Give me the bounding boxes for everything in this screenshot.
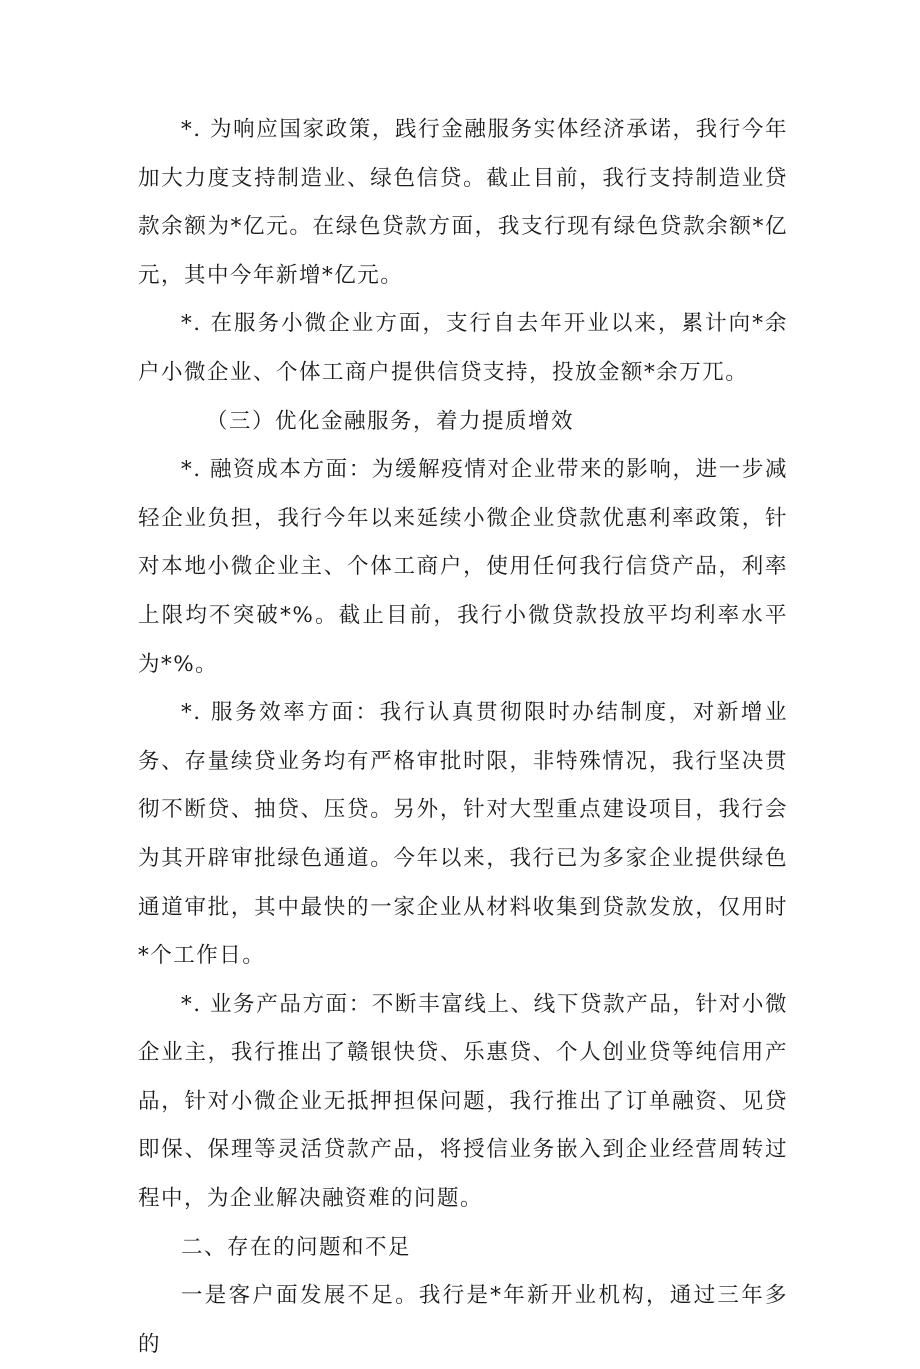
paragraph-business-products: *. 业务产品方面：不断丰富线上、线下贷款产品，针对小微企业主，我行推出了赣银快贷、乐惠贷、个人创业贷等纯信用产品，针对小微企业无抵押担保问题，我行推出了订单融资、见贷即保、保理等灵活贷款产品，将授信业务嵌入到企业经营周转过程中，为企业解决融资难的问题。	[138, 991, 788, 1212]
paragraph-manufacturing-green-credit: *. 为响应国家政策，践行金融服务实体经济承诺，我行今年加大力度支持制造业、绿色信贷。截止目前，我行支持制造业贷款余额为*亿元。在绿色贷款方面，我支行现有绿色贷款余额*亿元，其中今年新增*亿元。	[138, 117, 788, 288]
paragraph-customer-development: 一是客户面发展不足。我行是*年新开业机构，通过三年多的	[138, 1283, 788, 1357]
section-heading-optimize-services: （三）优化金融服务，着力提质增效	[206, 408, 575, 434]
section-heading-problems: 二、存在的问题和不足	[181, 1234, 412, 1260]
paragraph-financing-cost: *. 融资成本方面：为缓解疫情对企业带来的影响，进一步减轻企业负担，我行今年以来延续小微企业贷款优惠利率政策，针对本地小微企业主、个体工商户，使用任何我行信贷产品，利率上限均不突破*%。截止目前，我行小微贷款投放平均利率水平为*%。	[138, 457, 788, 677]
paragraph-service-efficiency: *. 服务效率方面：我行认真贯彻限时办结制度，对新增业务、存量续贷业务均有严格审批时限，非特殊情况，我行坚决贯彻不断贷、抽贷、压贷。另外，针对大型重点建设项目，我行会为其开辟审批绿色通道。今年以来，我行已为多家企业提供绿色通道审批，其中最快的一家企业从材料收集到贷款发放，仅用时*个工作日。	[138, 700, 788, 969]
paragraph-small-micro-enterprises: *. 在服务小微企业方面，支行自去年开业以来，累计向*余户小微企业、个体工商户提供信贷支持，投放金额*余万兀。	[138, 311, 788, 385]
document-body	[138, 106, 788, 1369]
